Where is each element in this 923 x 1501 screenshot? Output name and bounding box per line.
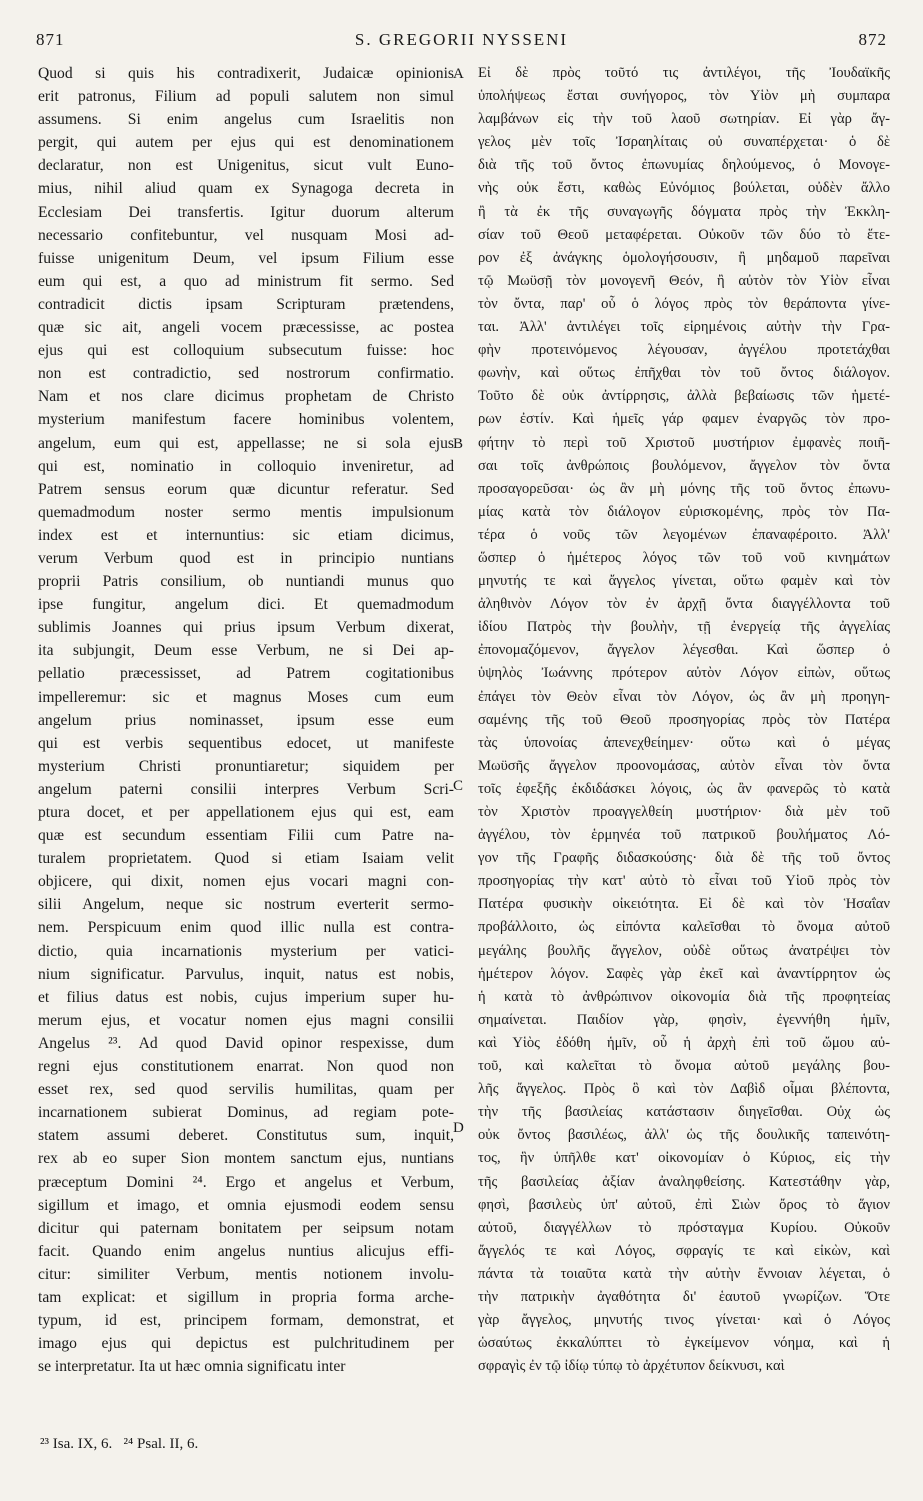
margin-mark-c: C (453, 778, 464, 794)
latin-text-line: rex ab eo super Sion montem sanctum ejus, nuntians (38, 1150, 454, 1168)
greek-text-line: φωνὴν, καὶ οὕτως ἐπῆχθαι τὸν τοῦ ὄντος διάλογον. (478, 365, 890, 382)
latin-text-line: angelum, eum qui est, appellasse; ne si sola ejus (38, 434, 454, 452)
latin-text-line: esset rex, sed quod servilis humilitas, quam per (38, 1081, 454, 1099)
greek-text-line: σφραγὶς ἐν τῷ ἰδίῳ τύπῳ τὸ ἀρχέτυπον δείκνυσι, καὶ (478, 1358, 785, 1375)
greek-text-line: προβάλλοιτο, ὡς εἰπόντα καλεῖσθαι τὸ ὄνομα αὐτοῦ (478, 919, 890, 936)
greek-text-line: ἐπάγει τὸν Θεὸν εἶναι τὸν Λόγον, ὡς ἂν μὴ προηγη- (478, 688, 890, 705)
greek-text-line: μεγάλης βουλῆς ἄγγελον, οὐδὲ οὕτως ἀνατρέψει τὸν (478, 942, 890, 959)
greek-text-line: φὴν προτεινόμενος λέγουσαν, ἀγγέλου προτετάχθαι (478, 342, 890, 359)
greek-text-line: ἰδίου Πατρὸς τὴν βουλὴν, τῇ ἐνεργείᾳ τῆς ἀγγελίας (478, 619, 890, 636)
latin-text-line: dicitur qui paternam bonitatem per seipsum notam (38, 1219, 454, 1237)
greek-text-line: τῆς βασιλείας ἀξίαν ἀναληφθείσης. Κατεστάθην γὰρ, (478, 1173, 890, 1190)
latin-text-line: fuisse unigenitum Deum, vel ipsum Filium esse (38, 249, 454, 267)
greek-text-line: αὐτοῦ, διαγγέλλων τὸ πρόσταγμα Κυρίου. Οὐκοῦν (478, 1219, 890, 1236)
latin-text-line: index est et internuntius: sic etiam dicimus, (38, 526, 454, 544)
latin-text-line: non est contradictio, sed nostrorum confirmatio. (38, 365, 454, 383)
greek-text-line: ρον ἐξ ἀνάγκης ὁμολογήσουσιν, ἢ μηδαμοῦ παρεῖναι (478, 249, 890, 266)
margin-mark-a: A (453, 66, 464, 82)
latin-text-line: statem assumi deberet. Constitutus sum, inquit, (38, 1127, 454, 1145)
latin-text-line: et filius datus est nobis, cujus imperium super hu- (38, 988, 454, 1006)
latin-text-line: quæ sic ait, angeli vocem præcessisse, ac postea (38, 319, 454, 337)
greek-column (478, 62, 890, 1422)
greek-text-line: ὑψηλὸς Ἰωάννης πρότερον αὐτὸν Λόγον εἰπὼν, οὕτως (478, 665, 890, 682)
latin-text-line: pergit, qui autem per ejus qui est denominationem (38, 134, 454, 152)
latin-text-line: præceptum Domini ²⁴. Ergo et angelus et Verbum, (38, 1173, 454, 1191)
latin-text-line: sigillum et imago, et omnia ejusmodi eodem sensu (38, 1196, 454, 1214)
greek-text-line: σίαν τοῦ Θεοῦ μεταφέρεται. Οὐκοῦν τῶν δύο τὸ ἕτε- (478, 226, 890, 243)
latin-text-line: mysterium Christi pronuntiaretur; siquidem per (38, 757, 454, 775)
latin-text-line: necessario confitebuntur, vel nusquam Mosi ad- (38, 226, 454, 244)
greek-text-line: ἐπονομαζόμενον, ἄγγελον λέγεσθαι. Καὶ ὥσπερ ὁ (478, 642, 890, 659)
latin-text-line: erit patronus, Filium ad populi salutem non simul (38, 88, 454, 106)
greek-text-line: νὴς οὐκ ἔστι, καθὼς Εὐνόμιος βούλεται, οὐδὲν ἄλλο (478, 180, 890, 197)
greek-text-line: λῆς ἄγγελος. Πρὸς ὃ καὶ τὸν Δαβὶδ οἶμαι βλέποντα, (478, 1081, 890, 1098)
latin-text-line: regni ejus constitutionem enarrat. Non quod non (38, 1058, 454, 1076)
latin-text-line: merum ejus, et vocatur nomen ejus magni consilii (38, 1011, 454, 1029)
latin-text-line: imago ejus qui depictus est pulchritudinem per (38, 1335, 454, 1353)
latin-text-line: silii Angelum, neque sic nostrum everterit sermo- (38, 896, 454, 914)
latin-text-line: sublimis Joannes qui prius ipsum Verbum dixerat, (38, 619, 454, 637)
greek-text-line: ἢ τὰ ἐκ τῆς συναγωγῆς δόγματα πρὸς τὴν Ἐκκλη- (478, 203, 890, 220)
latin-text-line: tam explicat: et sigillum in propria forma arche- (38, 1288, 454, 1306)
greek-text-line: ὥσπερ ὁ ἡμέτερος λόγος τῶν τοῦ νοῦ κινημάτων (478, 549, 890, 566)
latin-text-line: turalem proprietatem. Quod si etiam Isaiam velit (38, 850, 454, 868)
latin-text-line: mius, nihil aliud quam ex Synagoga decreta in (38, 180, 454, 198)
latin-text-line: objicere, qui dixit, nomen ejus vocari magni con- (38, 873, 454, 891)
latin-text-line: dictio, quia incarnationis mysterium per vatici- (38, 942, 454, 960)
latin-text-line: typum, id est, principem formam, demonstrat, et (38, 1312, 454, 1330)
latin-text-line: citur: similiter Verbum, mentis notionem involu- (38, 1265, 454, 1283)
latin-text-line: facit. Quando enim angelus nuntius alicujus effi- (38, 1242, 454, 1260)
latin-text-line: incarnationem subierat Dominus, ad regiam pote- (38, 1104, 454, 1122)
greek-text-line: τοῦ, καὶ καλεῖται τὸ ὄνομα αὐτοῦ μεγάλης βου- (478, 1058, 890, 1075)
greek-text-line: τὸν ὄντα, παρ' οὗ ὁ λόγος πρὸς τὸν θεράποντα γίνε- (478, 295, 890, 312)
greek-text-line: οὐκ ὄντος βασιλέως, ἀλλ' ὡς τῆς δουλικῆς ταπεινότη- (478, 1127, 890, 1144)
greek-text-line: τῷ Μωϋσῇ τὸν μονογενῆ Θεόν, ἢ αὐτὸν τὸν Υἱὸν εἶναι (478, 272, 890, 289)
latin-text-line: ejus qui est colloquium subsecutum fuisse: hoc (38, 342, 454, 360)
latin-text-line: ptura docet, et per appellationem ejus qui est, eam (38, 804, 454, 821)
greek-text-line: τὴν πατρικὴν ἀγαθότητα δι' ἑαυτοῦ γνωρίζων. Ὅτε (478, 1288, 890, 1305)
right-page-number: 872 (858, 30, 887, 49)
greek-text-line: τὸν Χριστὸν προαγγελθείη μυστήριον· διὰ μὲν τοῦ (478, 804, 890, 820)
latin-text-line: ita subjungit, Deum esse Verbum, ne si Dei ap- (38, 642, 454, 660)
latin-text-line: angelum paterni consilii interpres Verbum Scri- (38, 780, 454, 798)
latin-text-line: Ecclesiam Dei transfertis. Igitur duorum alterum (38, 203, 454, 221)
greek-text-line: τὰς ὑπονοίας ἀπενεχθείημεν· οὕτω καὶ ὁ μέγας (478, 734, 890, 751)
greek-text-line: Εἰ δὲ πρὸς τοῦτό τις ἀντιλέγοι, τῆς Ἰουδαϊκῆς (478, 65, 890, 81)
latin-text-line: se interpretatur. Ita ut hæc omnia significatu inter (38, 1358, 346, 1376)
latin-text-line: quemadmodum noster sermo mentis impulsionum (38, 503, 454, 521)
latin-text-line: qui est verbis sequentibus edocet, ut manifeste (38, 734, 454, 752)
latin-text-line: qui est, nominatio in colloquio inveniretur, ad (38, 457, 454, 475)
latin-text-line: Nam et nos clare dicimus prophetam de Christo (38, 388, 454, 406)
greek-text-line: ἀγγέλου, τὸν ἑρμηνέα τοῦ πατρικοῦ βουλήματος Λό- (478, 827, 890, 844)
greek-text-line: φήτην τὸ περὶ τοῦ Χριστοῦ μυστήριον ἐμφανὲς ποιῆ- (478, 434, 890, 451)
margin-mark-d: D (453, 1120, 464, 1136)
greek-text-line: προσαγορεῦσαι· ὡς ἂν μὴ μόνης τῆς τοῦ ὄντος ἐπωνυ- (478, 480, 890, 497)
footnotes: ²³ Isa. IX, 6. ²⁴ Psal. II, 6. (40, 1436, 199, 1452)
greek-text-line: ται. Ἀλλ' ἀντιλέγει τοῖς εἰρημένοις αὐτὴν τὴν Γρα- (478, 319, 890, 336)
greek-text-line: ἡμέτερον λόγον. Σαφὲς γὰρ ἐκεῖ καὶ ἀναντίρρητον ὡς (478, 965, 890, 982)
greek-text-line: ὑπολήψεως ἔσται συνήγορος, τὸν Υἱὸν μὴ συμπαρα (478, 88, 890, 105)
latin-text-line: angelum prius nominasset, ipsum esse eum (38, 711, 454, 729)
greek-text-line: προσηγορίας τὴν κατ' αὐτὸ τὸ εἶναι τοῦ Υἱοῦ πρὸς τὸν (478, 873, 890, 890)
greek-text-line: σημαίνεται. Παιδίον γὰρ, φησὶν, ἐγεννήθη ἡμῖν, (478, 1011, 890, 1028)
latin-text-line: impelleremur: sic et magnus Moses cum eum (38, 688, 454, 706)
latin-text-line: nium significatur. Parvulus, inquit, natus est nobis, (38, 965, 454, 983)
latin-text-line: ipse fungitur, angelum dici. Et quemadmodum (38, 596, 454, 614)
running-title: S. GREGORII NYSSENI (354, 30, 569, 49)
greek-text-line: ἀληθινὸν Λόγον τὸν ἐν ἀρχῇ ὄντα διαγγέλλοντα τοῦ (478, 596, 890, 613)
greek-text-line: γελος μὲν τοῖς Ἰσραηλίταις οὐ συναπέρχεται· ὁ δὲ (478, 134, 890, 151)
greek-text-line: μηνυτής τε καὶ ἄγγελος γίνεται, οὕτω φαμὲν καὶ τὸν (478, 573, 890, 590)
latin-text-line: quæ est secundum essentiam Filii cum Patre na- (38, 827, 454, 845)
greek-text-line: λαμβάνων εἰς τὴν τοῦ λαοῦ σωτηρίαν. Εἰ γὰρ ἄγ- (478, 111, 890, 128)
greek-text-line: ὡσαύτως ἐκκαλύπτει τὸ ἐγκείμενον νόημα, καὶ ἡ (478, 1335, 890, 1352)
greek-text-line: τὴν τῆς βασιλείας κατάστασιν διηγεῖσθαι. Οὐχ ὡς (478, 1104, 890, 1121)
greek-text-line: τοῖς ἐφεξῆς ἐκδιδάσκει λόγοις, ὡς ἂν φανερῶς τὸ κατὰ (478, 780, 890, 797)
greek-text-line: γὰρ ἄγγελος, μηνυτής τινος γίνεται· καὶ ὁ Λόγος (478, 1312, 890, 1329)
latin-column (38, 62, 454, 1422)
page-header (36, 30, 887, 60)
latin-text-line: nem. Perspicuum enim quod illic nulla est contra- (38, 919, 454, 937)
greek-text-line: Τοῦτο δὲ οὐκ ἀντίρρησις, ἀλλὰ βεβαίωσις τῶν ἡμετέ- (478, 388, 890, 405)
latin-text-line: Angelus ²³. Ad quod David opinor respexisse, dum (38, 1034, 454, 1052)
greek-text-line: ἄγγελός τε καὶ Λόγος, σφραγίς τε καὶ εἰκὼν, καὶ (478, 1242, 890, 1259)
latin-text-line: contradicit dictis ipsam Scripturam prætendens, (38, 295, 454, 313)
greek-text-line: ρων ἐστίν. Καὶ ἡμεῖς γάρ φαμεν ἐναργῶς τὸν προ- (478, 411, 890, 428)
left-page-number: 871 (36, 30, 65, 49)
greek-text-line: φησὶ, βασιλεὺς ὑπ' αὐτοῦ, ἐπὶ Σιὼν ὄρος τὸ ἅγιον (478, 1196, 890, 1213)
latin-text-line: Quod si quis his contradixerit, Judaicæ opinionis (38, 65, 454, 82)
greek-text-line: Πατέρα φυσικὴν οἰκειότητα. Εἰ δὲ καὶ τὸν Ἡσαΐαν (478, 896, 890, 913)
latin-text-line: mysterium manifestum facere hominibus volentem, (38, 411, 454, 429)
latin-text-line: Patrem sensus eorum quæ dicuntur referatur. Sed (38, 480, 454, 498)
greek-text-line: τος, ἣν ὑπῆλθε κατ' οἰκονομίαν ὁ Κύριος, εἰς τὴν (478, 1150, 890, 1167)
greek-text-line: ἡ κατὰ τὸ ἀνθρώπινον οἰκονομία διὰ τῆς προφητείας (478, 988, 890, 1005)
greek-text-line: διὰ τῆς τοῦ ὄντος ἐπωνυμίας δηλούμενος, ὁ Μονογε- (478, 157, 890, 174)
greek-text-line: τέρα ὁ νοῦς τῶν λεγομένων ἐπαναφέροιτο. Ἀλλ' (478, 526, 890, 543)
latin-text-line: eum qui est, a quo ad ministrum fit sermo. Sed (38, 272, 454, 290)
latin-text-line: verum Verbum quod est in principio nuntians (38, 549, 454, 567)
greek-text-line: σαι τοῖς ἀνθρώποις βουλόμενον, ἄγγελον τὸν ὄντα (478, 457, 890, 474)
latin-text-line: declaratur, non est Unigenitus, sicut vult Euno- (38, 157, 454, 175)
latin-text-line: proprii Patris consilium, ob nuntiandi munus quo (38, 573, 454, 591)
latin-text-line: pellatio præcessisset, ad Patrem cogitationibus (38, 665, 454, 683)
greek-text-line: μίας κατὰ τὸν διάλογον εὑρισκομένης, πρὸς τὸν Πα- (478, 503, 890, 520)
greek-text-line: Μωϋσῆς ἄγγελον προονομάσας, αὐτὸν εἶναι τὸν ὄντα (478, 757, 890, 774)
greek-text-line: σαμένης τῆς τοῦ Θεοῦ προσηγορίας πρὸς τὸν Πατέρα (478, 711, 890, 728)
greek-text-line: πάντα τὰ τοιαῦτα κατὰ τὴν αὐτὴν ἔννοιαν λέγεται, ὁ (478, 1265, 890, 1282)
latin-text-line: assumens. Si enim angelus cum Israelitis non (38, 111, 454, 129)
margin-mark-b: B (453, 436, 464, 452)
greek-text-line: καὶ Υἱὸς ἐδόθη ἡμῖν, οὗ ἡ ἀρχὴ ἐπὶ τοῦ ὤμου αὐ- (478, 1034, 890, 1051)
greek-text-line: γον τῆς Γραφῆς διδασκούσης· διὰ δὲ τῆς τοῦ ὄντος (478, 850, 890, 867)
